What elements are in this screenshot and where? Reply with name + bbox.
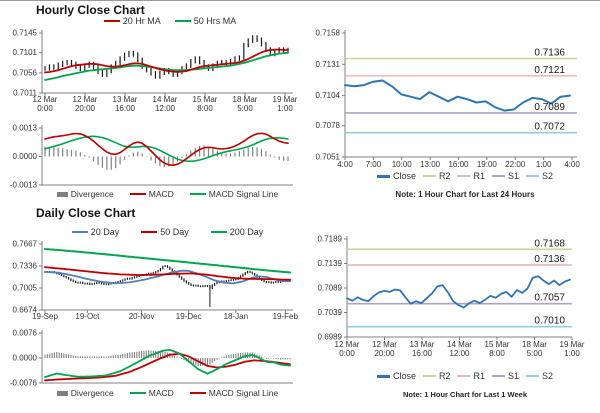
x-tick-label: 18 Mar [232, 95, 258, 104]
s1-line-swatch-icon [492, 175, 505, 177]
y-tick-label: 0.7101 [12, 48, 37, 58]
x-tick-label: 18 Mar [522, 340, 547, 349]
green-line-swatch-icon [190, 193, 206, 195]
x-tick-label: 19-Dec [175, 312, 202, 321]
x-tick-label: 1:00 [535, 160, 552, 169]
x-tick-label: 8:00 [197, 104, 213, 113]
x-tick-label: 0:00 [339, 349, 355, 358]
y-tick-label: 0.7189 [317, 234, 342, 244]
pivot-value-label: 0.7089 [534, 101, 565, 113]
weekly-pivot-note: Note: 1 Hour Chart for Last 1 Week [402, 390, 528, 399]
x-tick-label: 16:00 [114, 104, 136, 113]
hourly-section-title: Hourly Close Chart [36, 3, 145, 17]
x-tick-label: 12 Mar [72, 95, 98, 104]
y-tick-label: 0.7078 [315, 121, 340, 131]
s2-line-swatch-icon [526, 375, 539, 377]
legend-item-20day: 20 Day [72, 227, 120, 237]
legend-item-s2: S2 [526, 171, 553, 181]
x-tick-label: 20:00 [74, 104, 96, 113]
x-tick-label: 19 Mar [559, 340, 585, 349]
y-tick-label: 0.7089 [317, 283, 342, 293]
y-tick-label: 0.7158 [315, 28, 340, 38]
x-tick-label: 14 Mar [447, 340, 472, 349]
x-tick-label: 8:00 [489, 349, 505, 358]
legend-item-s1: S1 [492, 171, 519, 181]
pivot-value-label: 0.7136 [534, 253, 565, 265]
legend-item-close: Close [377, 371, 416, 381]
x-tick-label: 18-Jan [223, 312, 249, 321]
ma-200day-line [45, 249, 290, 273]
y-tick-label: 0.7039 [317, 308, 342, 317]
legend-item-200day: 200 Day [211, 227, 264, 237]
ma-20day-line [45, 271, 290, 284]
legend-item-r2: R2 [423, 371, 451, 381]
macd-signal-line [45, 136, 288, 161]
x-tick-label: 12:00 [154, 104, 176, 113]
x-tick-label: 15 Mar [192, 95, 218, 104]
x-tick-label: 13 Mar [112, 95, 138, 104]
x-tick-label: 5:00 [237, 104, 253, 113]
y-tick-label: 0.7005 [12, 283, 37, 293]
legend-item-macd: MACD [130, 189, 174, 199]
bar-swatch-icon [57, 391, 68, 396]
x-tick-label: 15 Mar [484, 340, 510, 349]
x-tick-label: 0:00 [37, 104, 53, 113]
x-tick-label: 19-Feb [272, 312, 298, 321]
y-tick-label: 0.7667 [12, 239, 37, 249]
hourly-price-macd-chart [0, 0, 300, 203]
x-tick-label: 5:00 [526, 349, 543, 358]
y-tick-label: -0.0076 [9, 378, 37, 388]
weekly-pivot-legend [340, 371, 590, 381]
y-tick-label: 0.6674 [12, 305, 37, 315]
s2-line-swatch-icon [526, 175, 539, 177]
legend-item-50hr-ma: 50 Hrs MA [175, 16, 237, 26]
y-tick-label: 0.0013 [12, 123, 37, 133]
y-tick-label: 0.7104 [315, 91, 340, 101]
x-tick-label: 19-Sep [32, 312, 58, 321]
daily-section-title: Daily Close Chart [36, 206, 136, 220]
y-tick-label: 0.0000 [12, 152, 37, 161]
legend-item-r1: R1 [457, 171, 485, 181]
y-tick-label: 0.7336 [12, 261, 37, 271]
legend-item-s1: S1 [492, 371, 519, 381]
x-tick-label: 13:00 [420, 160, 441, 169]
x-tick-label: 12 Mar [32, 95, 58, 104]
x-tick-label: 16:00 [448, 160, 469, 169]
hourly-macd-legend [40, 189, 295, 199]
x-tick-label: 22:00 [505, 160, 526, 169]
legend-item-macd-signal: MACD Signal Line [190, 388, 278, 398]
x-tick-label: 13 Mar [409, 340, 435, 349]
x-tick-label: 19 Mar [272, 95, 298, 104]
weekly-pivot-chart [300, 203, 600, 413]
legend-item-50day: 50 Day [141, 227, 189, 237]
pivot-value-label: 0.7168 [534, 238, 565, 250]
daily-macd-legend [40, 388, 295, 398]
bar-swatch-icon [57, 192, 68, 197]
x-tick-label: 4:00 [564, 160, 580, 169]
y-tick-label: 0.7056 [12, 68, 37, 78]
y-tick-label: 0.7011 [13, 88, 37, 98]
r2-line-swatch-icon [423, 375, 436, 377]
legend-item-r2: R2 [423, 171, 451, 181]
y-tick-label: 0.7051 [315, 152, 340, 162]
y-tick-label: 0.6989 [317, 332, 342, 342]
x-tick-label: 1:00 [277, 104, 293, 113]
legend-item-macd-signal: MACD Signal Line [190, 189, 278, 199]
legend-item-s2: S2 [526, 371, 553, 381]
x-tick-label: 16:00 [411, 349, 433, 358]
x-tick-label: 10:00 [391, 160, 412, 169]
y-tick-label: 0.0076 [12, 328, 37, 338]
r1-line-swatch-icon [457, 175, 470, 177]
y-tick-label: 0.7131 [315, 59, 340, 69]
x-tick-label: 20-Nov [128, 312, 155, 321]
x-tick-label: 12 Mar [334, 340, 360, 349]
y-tick-label: 0.7139 [317, 259, 342, 268]
blue-line-swatch-icon [377, 175, 390, 178]
x-tick-label: 19-Oct [75, 312, 100, 321]
legend-item-r1: R1 [457, 371, 485, 381]
x-tick-label: 7:00 [365, 160, 382, 169]
legend-item-divergence: Divergence [57, 189, 114, 199]
x-tick-label: 1:00 [564, 349, 580, 358]
x-tick-label: 12 Mar [372, 340, 397, 349]
legend-item-20hr-ma: 20 Hr MA [104, 16, 161, 26]
red-line-swatch-icon [130, 193, 146, 195]
blue-line-swatch-icon [377, 375, 390, 378]
legend-item-divergence: Divergence [57, 388, 114, 398]
red-line-swatch-icon [190, 392, 206, 394]
pivot-value-label: 0.7010 [534, 315, 565, 327]
y-tick-label: 0.7145 [12, 28, 37, 38]
hourly-pivot-note: Note: 1 Hour Chart for Last 24 Hours [395, 190, 535, 199]
x-tick-label: 14 Mar [152, 95, 178, 104]
legend-item-close: Close [377, 171, 416, 181]
y-tick-label: 0.0000 [12, 353, 37, 363]
r1-line-swatch-icon [457, 375, 470, 377]
x-tick-label: 19:00 [476, 160, 497, 169]
pivot-value-label: 0.7121 [534, 64, 565, 76]
x-tick-label: 4:00 [337, 160, 353, 169]
pivot-value-label: 0.7136 [534, 47, 565, 59]
green-line-swatch-icon [130, 392, 146, 394]
pivot-value-label: 0.7057 [534, 292, 565, 304]
pivot-value-label: 0.7072 [534, 121, 565, 133]
legend-item-macd: MACD [130, 388, 174, 398]
daily-price-macd-chart [0, 203, 300, 408]
x-tick-label: 12:00 [449, 349, 470, 358]
r2-line-swatch-icon [423, 175, 436, 177]
s1-line-swatch-icon [492, 375, 505, 377]
x-tick-label: 20:00 [374, 349, 395, 358]
hourly-pivot-legend [340, 171, 590, 181]
y-tick-label: -0.0013 [9, 180, 37, 190]
